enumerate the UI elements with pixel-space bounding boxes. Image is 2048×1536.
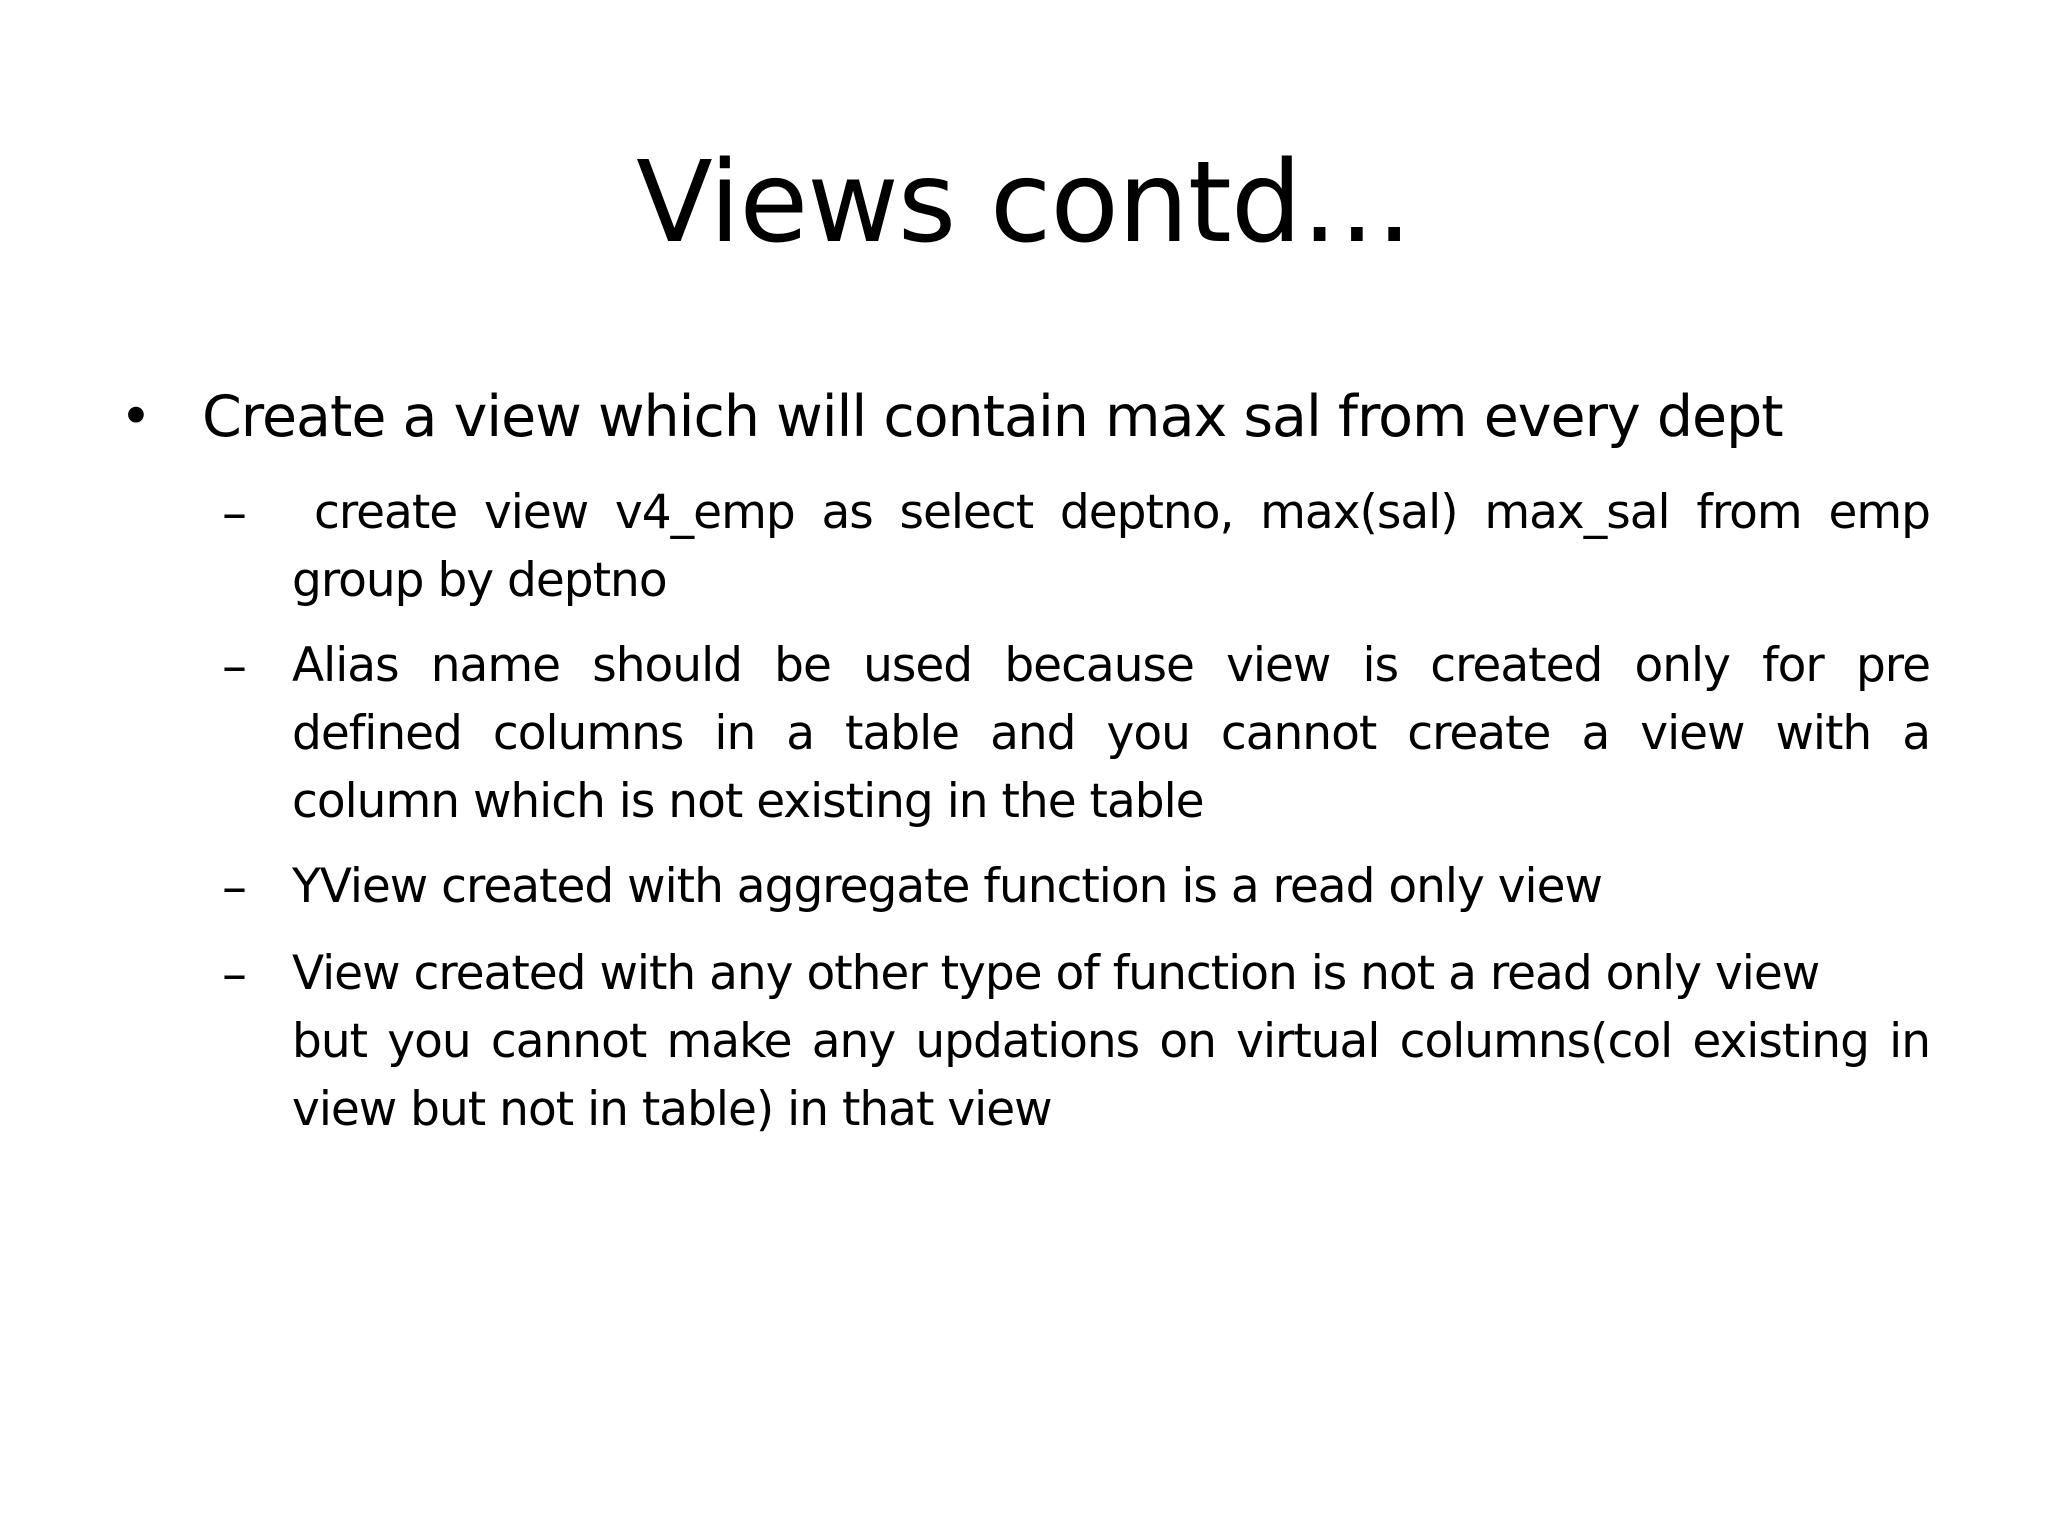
dash-icon: – <box>222 945 247 1003</box>
sub-item-4-line-1: View created with any other type of function is not a read only view <box>292 946 1820 1001</box>
sub-item-1-line-2: group by deptno <box>292 553 667 608</box>
sub-item-4-line-3: view but not in table) in that view <box>292 1082 1052 1137</box>
sub-item-3-line-1: YView created with aggregate function is a read only view <box>292 859 1602 914</box>
sub-item-2-line-1: Alias name should be used because view is created only for pre <box>292 638 1930 693</box>
bullet-icon: • <box>120 385 152 448</box>
sub-item-1-line-1: create view v4_emp as select deptno, max(sal) max_sal from emp <box>314 485 1930 540</box>
dash-icon: – <box>222 858 247 916</box>
sub-item-4-line-2: but you cannot make any updations on virtual columns(col existing in <box>292 1014 1930 1069</box>
main-bullet-text: Create a view which will contain max sal from every dept <box>202 384 1783 450</box>
dash-icon: – <box>222 637 247 695</box>
slide-title: Views contd… <box>636 138 1412 268</box>
sub-item-2-line-3: column which is not existing in the table <box>292 774 1204 829</box>
sub-item-2-line-2: defined columns in a table and you cannot create a view with a <box>292 706 1930 761</box>
dash-icon: – <box>222 484 247 542</box>
main-bullet <box>120 382 1920 452</box>
